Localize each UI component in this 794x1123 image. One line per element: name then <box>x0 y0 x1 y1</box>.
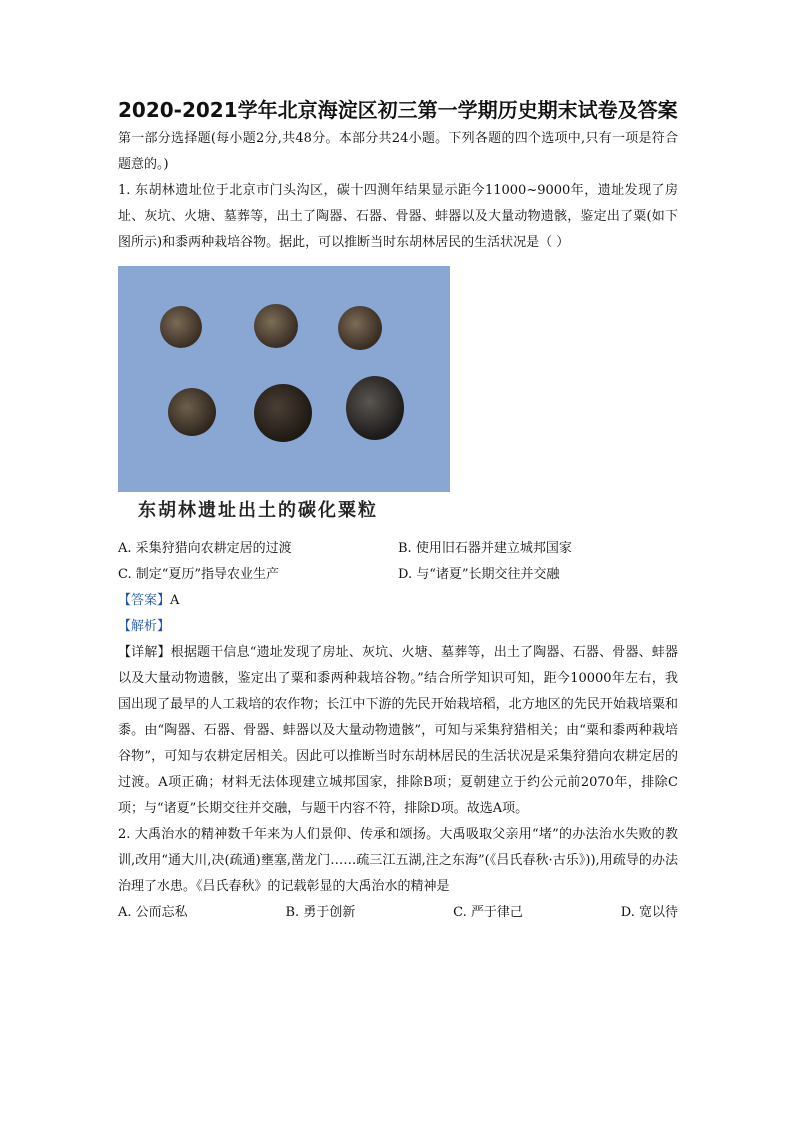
detail-tag: 【详解】 <box>118 645 171 660</box>
question-1-stem: 1. 东胡林遗址位于北京市门头沟区，碳十四测年结果显示距今11000~9000年，遗址发现了房址、灰坑、火塘、墓葬等，出土了陶器、石器、骨器、蚌器以及大量动物遗骸，鉴定出了粟(如下图所示)和黍两种栽培谷物。据此，可以推断当时东胡林居民的生活状况是（ ） <box>118 183 678 250</box>
option-b: B. 使用旧石器并建立城邦国家 <box>398 541 572 556</box>
millet-grain <box>338 306 382 350</box>
question-2-options <box>118 900 678 926</box>
figure-caption: 东胡林遗址出土的碳化粟粒 <box>138 500 378 521</box>
option-b: B. 勇于创新 <box>285 905 356 920</box>
analysis-tag: 【解析】 <box>118 619 171 634</box>
question-1-options <box>118 536 678 588</box>
millet-grain <box>254 304 298 348</box>
detail-paragraph <box>118 640 678 822</box>
question-1-figure <box>118 266 450 528</box>
answer-tag: 【答案】 <box>118 593 171 608</box>
millet-grain <box>254 384 312 442</box>
carbonized-millet-photo <box>118 266 450 492</box>
answer-line <box>118 588 678 614</box>
option-c: C. 严于律己 <box>453 905 523 920</box>
option-a: A. 采集狩猎向农耕定居的过渡 <box>118 541 292 556</box>
answer-value: A <box>170 593 180 608</box>
question-2-stem: 2. 大禹治水的精神数千年来为人们景仰、传承和颂扬。大禹吸取父亲用“堵”的办法治水失败的教训,改用“通大川,决(疏通)壅塞,凿龙门……疏三江五湖,注之东海”(《吕氏春秋·古乐》)),用疏导的办法治理了水患。《吕氏春秋》的记载彰显的大禹治水的精神是 <box>118 827 678 894</box>
option-c: C. 制定“夏历”指导农业生产 <box>118 567 280 582</box>
detail-text: 根据题干信息“遗址发现了房址、灰坑、火塘、墓葬等，出土了陶器、石器、骨器、蚌器以及大量动物遗骸，鉴定出了粟和黍两种栽培谷物。”结合所学知识可知，距今10000年左右，我国出现了最早的人工栽培的农作物；长江中下游的先民开始栽培稻，北方地区的先民开始栽培粟和黍。由“陶器、石器、骨器、蚌器以及大量动物遗骸”，可知与采集狩猎相关；由“粟和黍两种栽培谷物”，可知与农耕定居相关。因此可以推断当时东胡林居民的生活状况是采集狩猎向农耕定居的过渡。A项正确；材料无法体现建立城邦国家，排除B项；夏朝建立于约公元前2070年，排除C项；与“诸夏”长期交往并交融，与题干内容不符，排除D项。故选A项。 <box>118 645 678 816</box>
millet-grain <box>346 376 404 440</box>
page-title: 2020-2021学年北京海淀区初三第一学期历史期末试卷及答案 <box>118 98 678 122</box>
section-instructions: 第一部分选择题(每小题2分,共48分。本部分共24小题。下列各题的四个选项中,只有一项是符合题意的。) <box>118 131 678 172</box>
option-a: A. 公而忘私 <box>118 905 188 920</box>
millet-grain <box>160 306 202 348</box>
analysis-line <box>118 614 678 640</box>
option-d: D. 与“诸夏”长期交往并交融 <box>398 567 560 582</box>
document-page <box>118 96 678 926</box>
millet-grain <box>168 388 216 436</box>
option-d: D. 宽以待 <box>620 905 678 920</box>
